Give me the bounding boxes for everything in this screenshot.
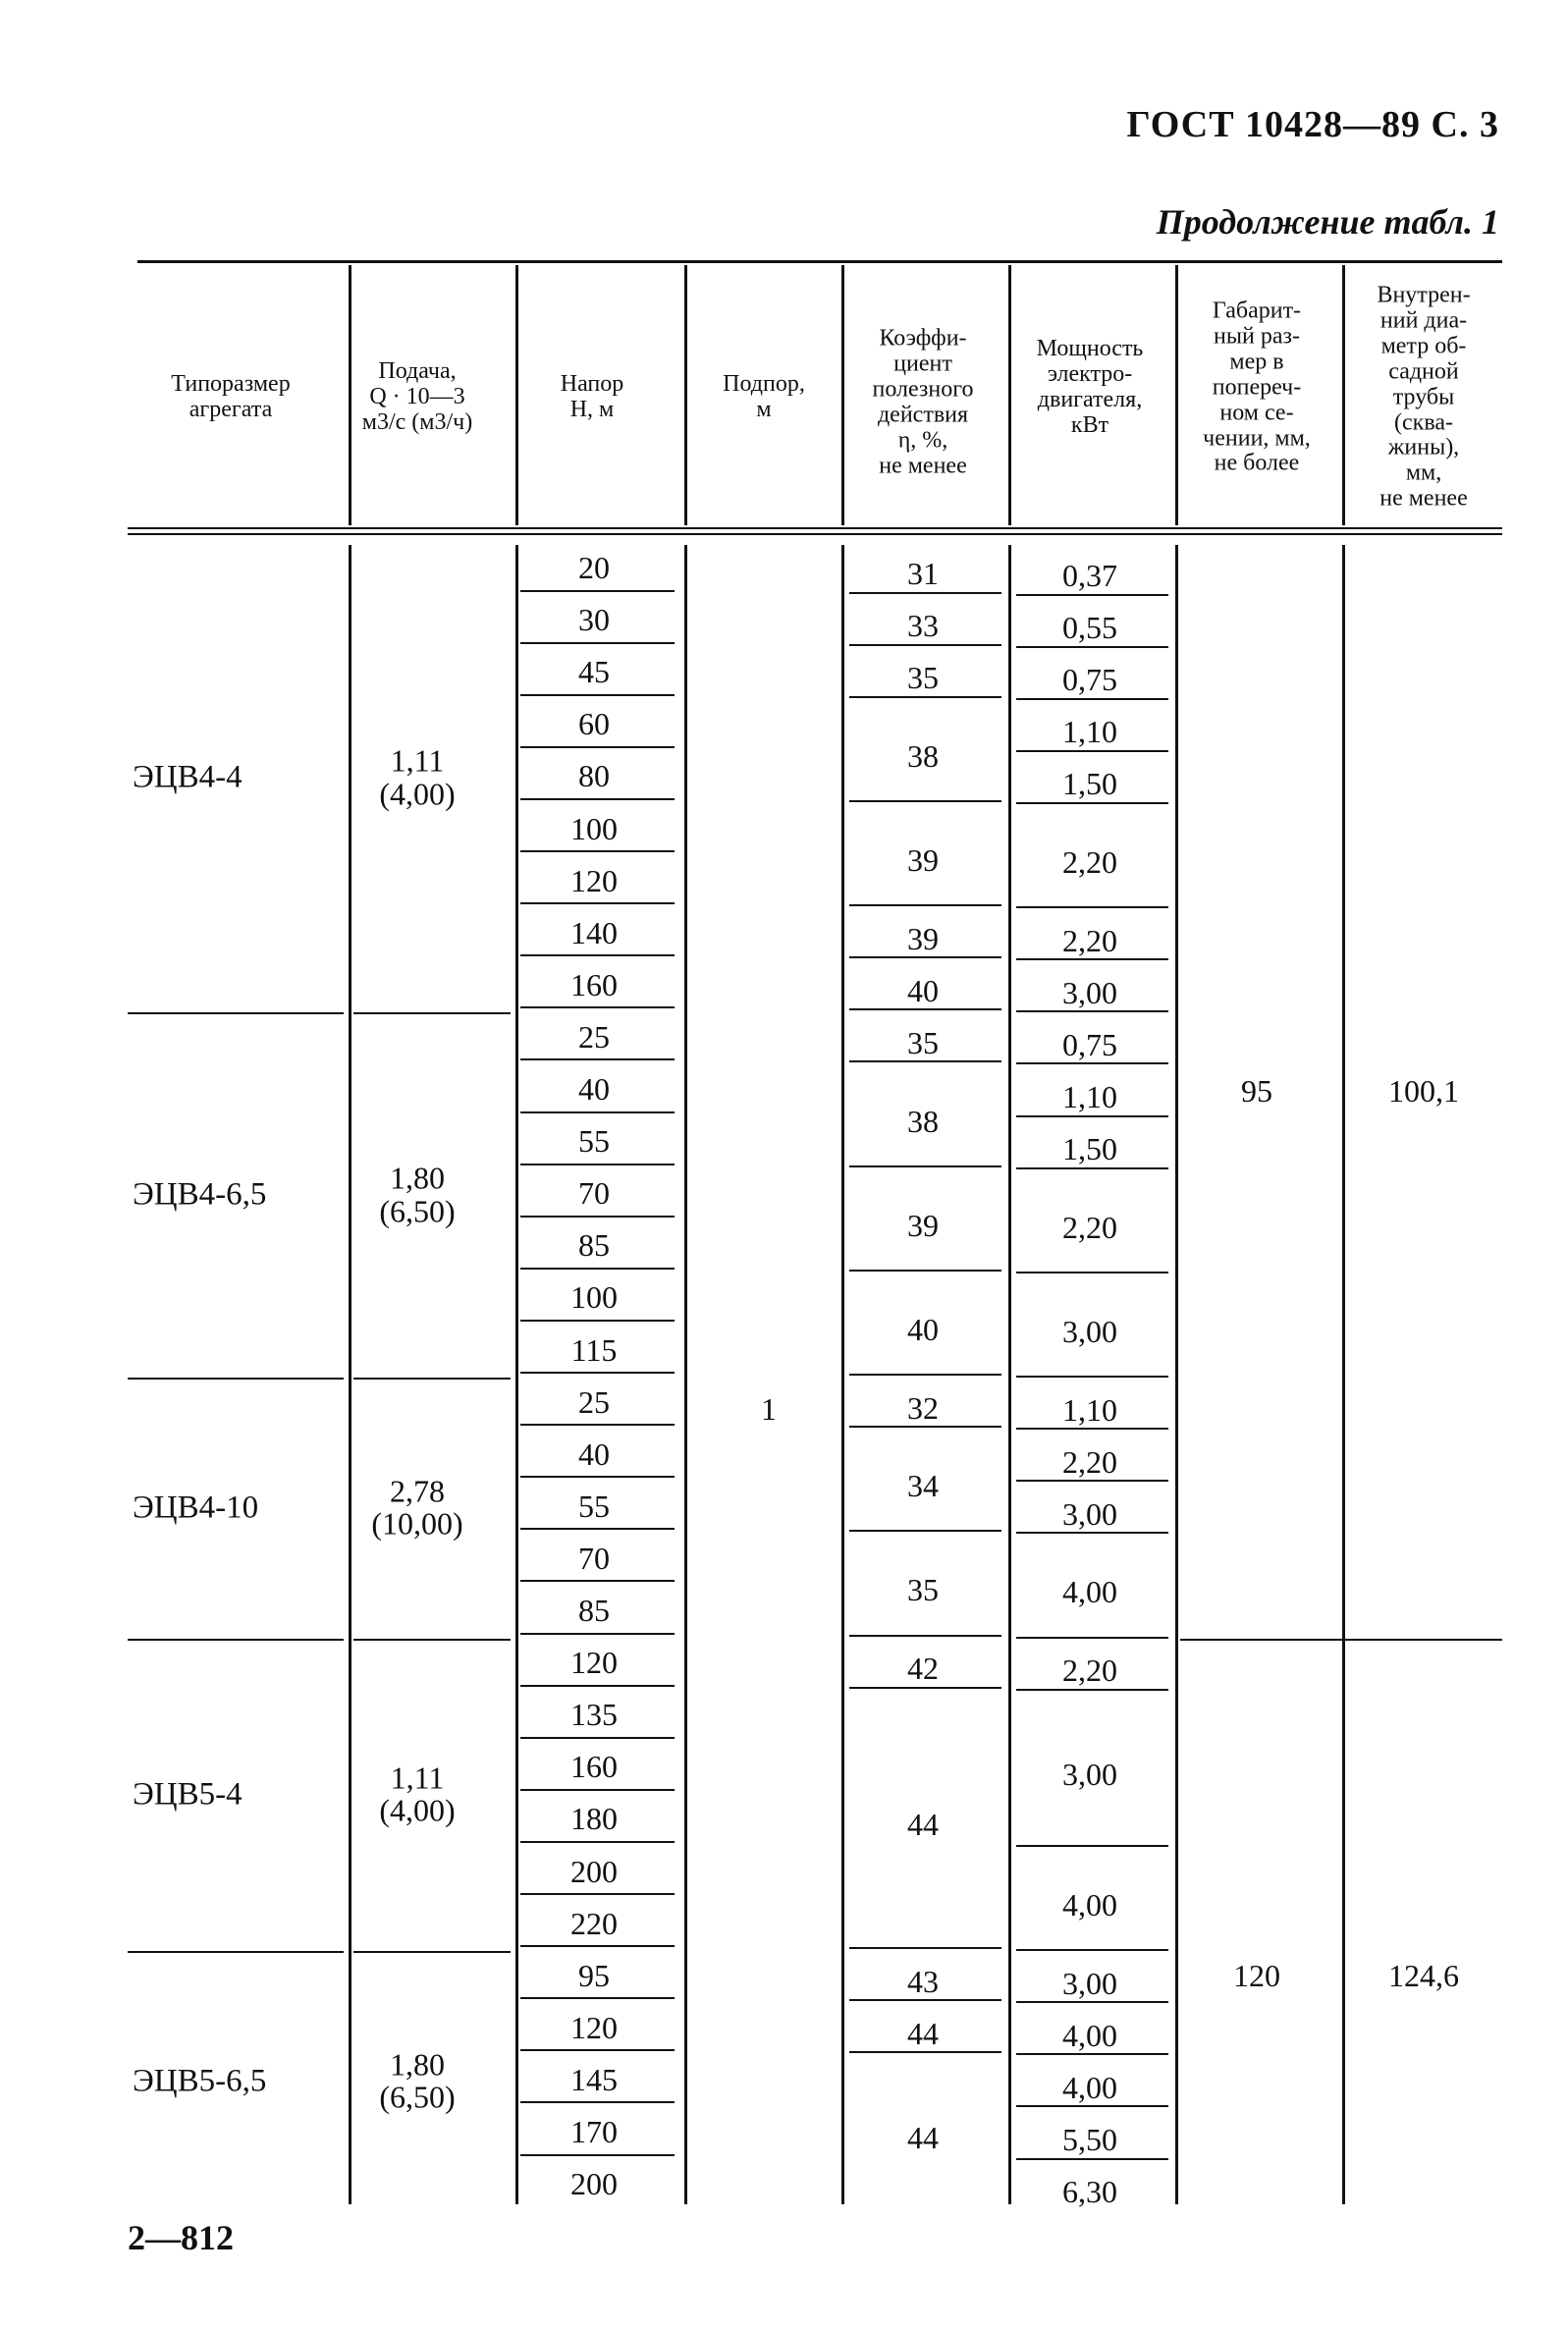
head-value: 25 <box>578 1018 610 1055</box>
efficiency-rule <box>849 956 1001 958</box>
flow-rate-line: 1,80 <box>390 1160 445 1196</box>
column-header-5-line: циент <box>893 351 952 377</box>
power-rule <box>1016 1115 1168 1117</box>
flow-rate-line: 1,11 <box>390 742 445 779</box>
casing-inner-diameter: 100,1 <box>1388 1073 1459 1109</box>
head-rule <box>520 1372 675 1374</box>
head-rule <box>520 1320 675 1322</box>
power-value: 3,00 <box>1062 1495 1117 1532</box>
power-rule <box>1016 2158 1168 2160</box>
power-value: 2,20 <box>1062 1652 1117 1689</box>
power-rule <box>1016 1532 1168 1534</box>
header-column-separator <box>684 265 687 525</box>
power-value: 3,00 <box>1062 1757 1117 1793</box>
efficiency-rule <box>849 1165 1001 1167</box>
power-value: 4,00 <box>1062 1574 1117 1610</box>
head-rule <box>520 1058 675 1060</box>
efficiency-value: 35 <box>907 660 939 696</box>
efficiency-value: 39 <box>907 1207 939 1243</box>
efficiency-value: 44 <box>907 1807 939 1843</box>
efficiency-value: 39 <box>907 842 939 879</box>
head-value: 70 <box>578 1175 610 1212</box>
efficiency-rule <box>849 644 1001 646</box>
efficiency-rule <box>849 904 1001 906</box>
column-header-1-line: агрегата <box>189 397 273 422</box>
header-column-separator <box>1342 265 1345 525</box>
column-header-5-line: полезного <box>872 376 974 403</box>
model-name: ЭЦВ5-4 <box>133 1776 243 1813</box>
power-rule <box>1016 802 1168 804</box>
column-separator <box>1175 545 1178 2204</box>
column-header-8-line: (сква- <box>1394 408 1453 435</box>
column-header-5-line: Коэффи- <box>879 325 967 352</box>
flow-rate-line: (4,00) <box>379 776 456 812</box>
power-rule <box>1016 1845 1168 1847</box>
head-value: 85 <box>578 1593 610 1628</box>
page-header: ГОСТ 10428—89 С. 3 <box>1126 104 1499 145</box>
backpressure-value: 1 <box>761 1390 777 1427</box>
model-name: ЭЦВ5-6,5 <box>133 2063 267 2099</box>
column-header-5-line: действия <box>877 402 969 427</box>
head-value: 135 <box>570 1697 618 1733</box>
power-rule <box>1016 1637 1168 1639</box>
column-header-8-line: не менее <box>1379 485 1468 512</box>
column-header-8-line: мм, <box>1405 460 1442 486</box>
table-continuation-label: Продолжение табл. 1 <box>1156 202 1499 242</box>
model-separator <box>128 1639 344 1641</box>
column-header-4 <box>723 372 805 423</box>
column-header-8 <box>1377 283 1470 512</box>
power-rule <box>1016 1010 1168 1012</box>
efficiency-rule <box>849 1530 1001 1532</box>
head-value: 200 <box>570 1853 618 1889</box>
power-value: 2,20 <box>1062 1209 1117 1245</box>
head-rule <box>520 2049 675 2051</box>
efficiency-rule <box>849 2051 1001 2053</box>
column-header-7 <box>1203 298 1311 476</box>
power-value: 3,00 <box>1062 1313 1117 1349</box>
head-value: 100 <box>570 810 618 846</box>
flow-rate-line: (10,00) <box>371 1505 463 1542</box>
power-value: 2,20 <box>1062 1443 1117 1480</box>
column-header-8-line: Внутрен- <box>1377 282 1471 308</box>
efficiency-value: 38 <box>907 737 939 774</box>
power-value: 3,00 <box>1062 1965 1117 2001</box>
size-group-rule <box>1180 1639 1502 1641</box>
column-header-8-line: жины), <box>1387 434 1460 460</box>
header-bottom-rule-2 <box>128 533 1502 535</box>
head-value: 120 <box>570 1645 618 1681</box>
column-header-2-line: Q · 10—3 <box>369 384 465 410</box>
power-rule <box>1016 1272 1168 1273</box>
column-header-7-line: мер в <box>1229 349 1284 375</box>
head-value: 160 <box>570 1749 618 1785</box>
head-rule <box>520 798 675 800</box>
column-header-5-line: не менее <box>879 452 967 478</box>
efficiency-rule <box>849 1060 1001 1062</box>
model-separator <box>353 1639 511 1641</box>
head-value: 200 <box>570 2166 618 2202</box>
column-header-6-line: электро- <box>1047 361 1133 388</box>
head-value: 55 <box>578 1488 610 1524</box>
power-value: 1,10 <box>1062 1391 1117 1428</box>
efficiency-value: 39 <box>907 920 939 956</box>
efficiency-value: 42 <box>907 1651 939 1687</box>
head-rule <box>520 1789 675 1791</box>
table-top-rule <box>137 260 1502 263</box>
flow-rate <box>379 1160 456 1229</box>
model-separator <box>353 1951 511 1953</box>
head-rule <box>520 1633 675 1635</box>
column-separator <box>684 545 687 2204</box>
head-rule <box>520 2101 675 2103</box>
efficiency-rule <box>849 696 1001 698</box>
head-rule <box>520 590 675 592</box>
power-rule <box>1016 1480 1168 1482</box>
efficiency-value: 35 <box>907 1572 939 1608</box>
efficiency-rule <box>849 1635 1001 1637</box>
column-header-3-line: H, м <box>569 397 615 422</box>
column-header-8-line: метр об- <box>1380 333 1467 359</box>
power-rule <box>1016 1949 1168 1951</box>
flow-rate <box>379 1761 455 1827</box>
flow-rate-line: (6,50) <box>379 2079 456 2115</box>
power-rule <box>1016 1167 1168 1169</box>
model-name: ЭЦВ4-6,5 <box>133 1176 267 1213</box>
head-value: 40 <box>578 1071 610 1107</box>
efficiency-rule <box>849 1374 1001 1376</box>
flow-rate-line: 1,80 <box>390 2046 445 2083</box>
header-column-separator <box>1175 265 1178 525</box>
efficiency-value: 43 <box>907 1963 939 1999</box>
efficiency-rule <box>849 592 1001 594</box>
efficiency-value: 32 <box>907 1389 939 1426</box>
efficiency-rule <box>849 1008 1001 1010</box>
head-rule <box>520 1685 675 1687</box>
column-header-3 <box>561 372 624 423</box>
column-header-8-line: трубы <box>1392 384 1455 410</box>
column-header-1-line: Типоразмер <box>171 371 291 398</box>
model-separator <box>128 1012 344 1014</box>
efficiency-value: 31 <box>907 556 939 591</box>
head-value: 95 <box>578 1957 610 1993</box>
head-rule <box>520 1111 675 1113</box>
power-value: 5,50 <box>1062 2122 1117 2157</box>
power-rule <box>1016 1062 1168 1064</box>
efficiency-rule <box>849 1687 1001 1689</box>
head-rule <box>520 1945 675 1947</box>
header-column-separator <box>1008 265 1011 525</box>
head-rule <box>520 1737 675 1739</box>
flow-rate <box>379 742 456 812</box>
column-separator <box>349 545 351 2204</box>
efficiency-value: 44 <box>907 2120 939 2155</box>
head-value: 70 <box>578 1540 610 1576</box>
power-value: 1,50 <box>1062 766 1117 802</box>
head-rule <box>520 902 675 904</box>
head-value: 45 <box>578 654 610 690</box>
power-rule <box>1016 1689 1168 1691</box>
power-value: 1,50 <box>1062 1131 1117 1167</box>
head-value: 40 <box>578 1435 610 1472</box>
efficiency-rule <box>849 1270 1001 1272</box>
head-rule <box>520 1268 675 1270</box>
header-bottom-rule <box>128 527 1502 529</box>
power-value: 6,30 <box>1062 2174 1117 2210</box>
model-name: ЭЦВ4-10 <box>133 1489 259 1526</box>
power-rule <box>1016 698 1168 700</box>
flow-rate <box>371 1475 462 1541</box>
head-value: 60 <box>578 706 610 742</box>
power-value: 0,37 <box>1062 558 1117 593</box>
column-header-7-line: ном се- <box>1219 399 1294 425</box>
head-rule <box>520 1528 675 1530</box>
power-rule <box>1016 906 1168 908</box>
power-rule <box>1016 1428 1168 1430</box>
efficiency-value: 34 <box>907 1468 939 1504</box>
efficiency-rule <box>849 1999 1001 2001</box>
head-rule <box>520 850 675 852</box>
efficiency-rule <box>849 1426 1001 1428</box>
head-value: 55 <box>578 1123 610 1160</box>
head-rule <box>520 1424 675 1426</box>
column-header-6 <box>1037 337 1144 439</box>
head-rule <box>520 642 675 644</box>
head-rule <box>520 1893 675 1895</box>
head-value: 80 <box>578 758 610 794</box>
column-header-8-line: ний диа- <box>1379 307 1468 334</box>
cross-section-dimension: 95 <box>1241 1073 1272 1109</box>
head-value: 145 <box>570 2061 618 2097</box>
head-rule <box>520 2154 675 2156</box>
head-value: 120 <box>570 862 618 898</box>
head-rule <box>520 1006 675 1008</box>
page-footer: 2—812 <box>128 2218 234 2257</box>
head-value: 180 <box>570 1801 618 1837</box>
head-value: 30 <box>578 602 610 638</box>
head-rule <box>520 1164 675 1165</box>
power-rule <box>1016 2053 1168 2055</box>
power-rule <box>1016 2001 1168 2003</box>
model-separator <box>128 1378 344 1380</box>
power-rule <box>1016 2105 1168 2107</box>
column-header-6-line: двигателя, <box>1037 387 1143 412</box>
efficiency-value: 38 <box>907 1103 939 1139</box>
power-rule <box>1016 594 1168 596</box>
power-value: 4,00 <box>1062 2069 1117 2105</box>
model-separator <box>128 1951 344 1953</box>
head-value: 160 <box>570 966 618 1002</box>
column-header-4-line: м <box>756 397 772 422</box>
column-header-2-line: Подача, <box>378 358 457 385</box>
column-header-6-line: кВт <box>1070 411 1109 438</box>
flow-rate-line: 1,11 <box>390 1760 445 1796</box>
power-rule <box>1016 646 1168 648</box>
power-value: 0,75 <box>1062 662 1117 698</box>
power-value: 4,00 <box>1062 1887 1117 1923</box>
flow-rate-line: (4,00) <box>379 1792 456 1828</box>
power-value: 2,20 <box>1062 922 1117 958</box>
efficiency-value: 40 <box>907 1311 939 1347</box>
efficiency-rule <box>849 1947 1001 1949</box>
power-value: 0,55 <box>1062 610 1117 646</box>
column-header-8-line: садной <box>1388 358 1459 385</box>
column-separator <box>841 545 844 2204</box>
casing-inner-diameter: 124,6 <box>1388 1957 1459 1993</box>
power-rule <box>1016 958 1168 960</box>
head-value: 140 <box>570 914 618 950</box>
cross-section-dimension: 120 <box>1233 1957 1280 1993</box>
head-rule <box>520 954 675 956</box>
head-value: 100 <box>570 1279 618 1316</box>
column-header-2 <box>362 359 472 436</box>
head-rule <box>520 1476 675 1478</box>
column-header-3-line: Напор <box>560 371 624 398</box>
column-header-1 <box>171 372 290 423</box>
head-value: 170 <box>570 2114 618 2149</box>
power-value: 3,00 <box>1062 974 1117 1010</box>
column-separator <box>515 545 518 2204</box>
column-header-4-line: Подпор, <box>723 371 805 398</box>
header-column-separator <box>349 265 351 525</box>
efficiency-value: 44 <box>907 2015 939 2051</box>
head-value: 120 <box>570 2009 618 2045</box>
model-separator <box>353 1378 511 1380</box>
head-rule <box>520 1841 675 1843</box>
column-header-7-line: не более <box>1214 450 1300 476</box>
column-separator <box>1008 545 1011 2204</box>
column-header-5-line: η, %, <box>897 426 948 453</box>
head-value: 85 <box>578 1227 610 1264</box>
column-separator <box>1342 545 1345 2204</box>
efficiency-value: 40 <box>907 972 939 1008</box>
efficiency-rule <box>849 800 1001 802</box>
power-value: 0,75 <box>1062 1026 1117 1062</box>
column-header-6-line: Мощность <box>1036 336 1144 362</box>
head-rule <box>520 694 675 696</box>
column-header-7-line: попереч- <box>1212 374 1302 401</box>
header-column-separator <box>841 265 844 525</box>
efficiency-value: 33 <box>907 608 939 644</box>
power-rule <box>1016 1376 1168 1378</box>
power-value: 1,10 <box>1062 714 1117 750</box>
head-value: 20 <box>578 550 610 585</box>
column-header-2-line: м3/с (м3/ч) <box>361 408 473 435</box>
head-rule <box>520 746 675 748</box>
power-value: 2,20 <box>1062 844 1117 881</box>
column-header-7-line: чении, мм, <box>1203 424 1311 451</box>
power-value: 4,00 <box>1062 2017 1117 2053</box>
head-rule <box>520 1580 675 1582</box>
column-header-5 <box>872 326 973 478</box>
head-value: 220 <box>570 1905 618 1941</box>
model-name: ЭЦВ4-4 <box>133 759 243 795</box>
head-rule <box>520 1997 675 1999</box>
head-value: 25 <box>578 1383 610 1420</box>
model-separator <box>353 1012 511 1014</box>
flow-rate <box>379 2048 455 2114</box>
header-column-separator <box>515 265 518 525</box>
column-header-7-line: ный раз- <box>1214 323 1300 350</box>
head-rule <box>520 1216 675 1218</box>
efficiency-value: 35 <box>907 1024 939 1060</box>
flow-rate-line: (6,50) <box>379 1193 456 1229</box>
power-value: 1,10 <box>1062 1079 1117 1114</box>
power-rule <box>1016 750 1168 752</box>
flow-rate-line: 2,78 <box>390 1473 445 1509</box>
column-header-7-line: Габарит- <box>1212 298 1302 324</box>
head-value: 115 <box>570 1331 618 1368</box>
